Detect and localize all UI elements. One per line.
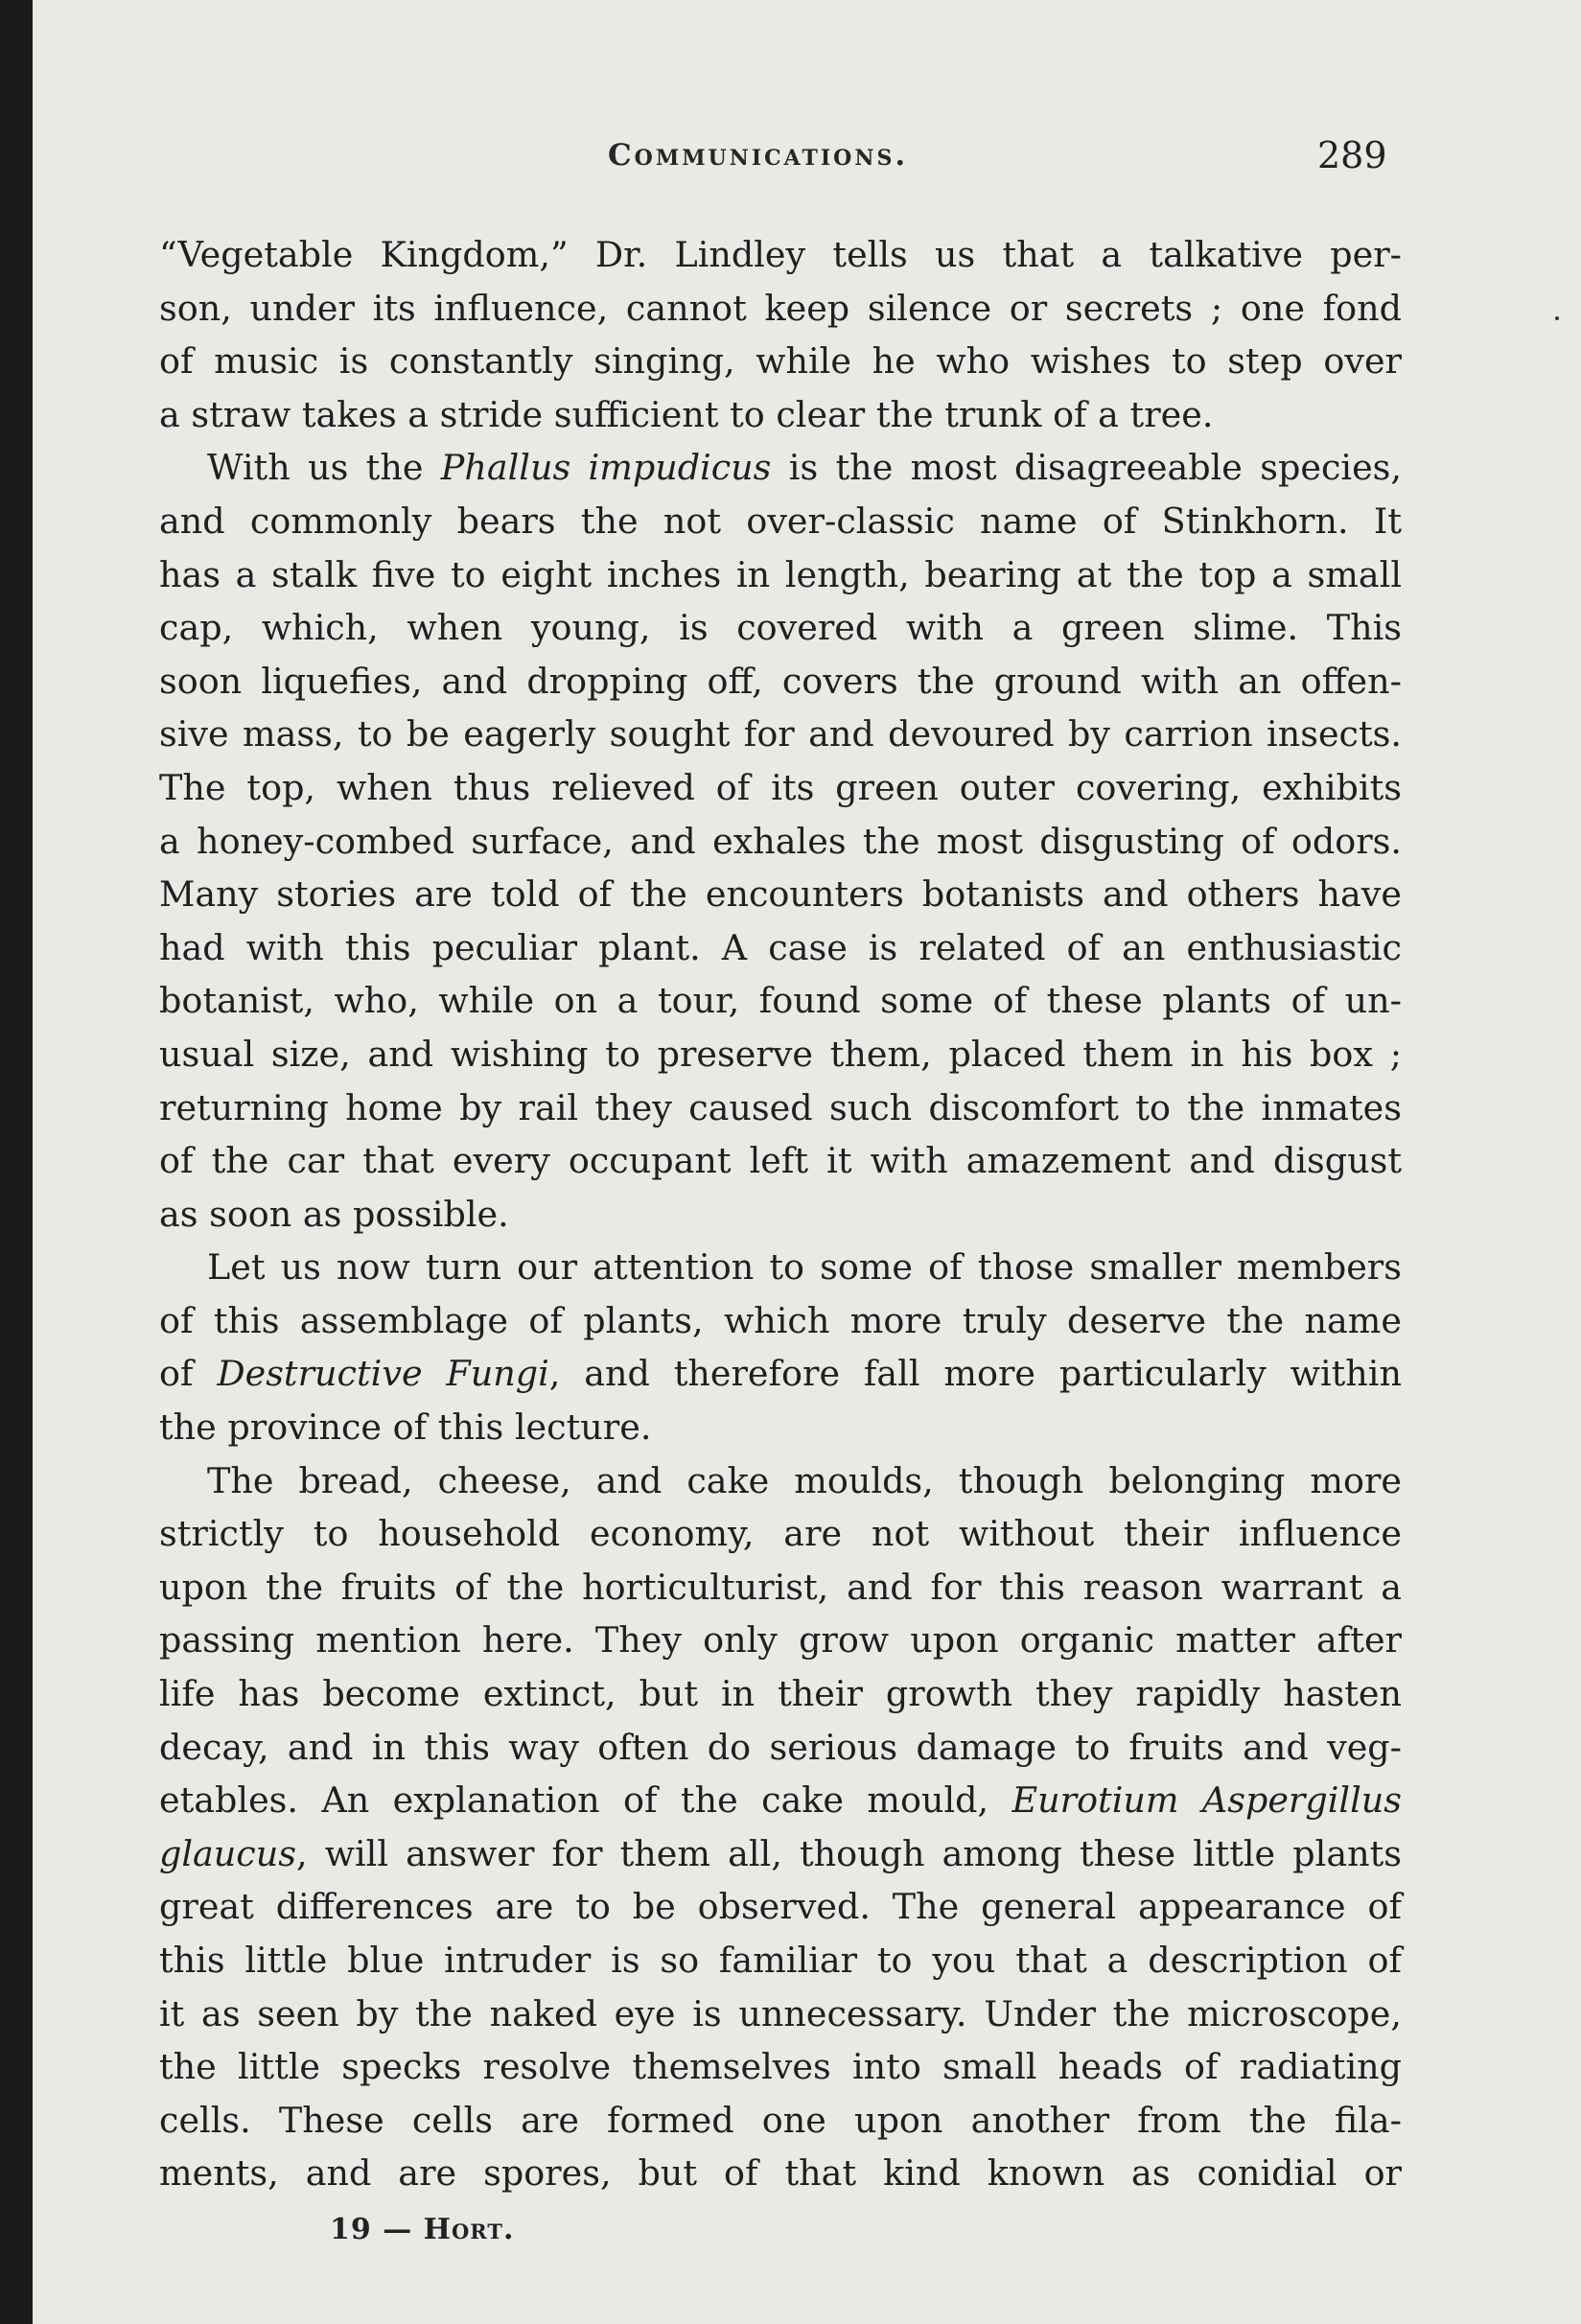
- text-line: usual size, and wishing to preserve them, placed them in his box ;: [159, 1033, 1402, 1075]
- text-line: had with this peculiar plant. A case is related of an enthusiastic: [159, 926, 1402, 968]
- text-line: The bread, cheese, and cake moulds, though belonging more: [207, 1459, 1402, 1501]
- text-line: Let us now turn our attention to some of those smaller members: [207, 1246, 1402, 1289]
- signature-mark: 19 — Hort.: [330, 2213, 515, 2246]
- text-line: life has become extinct, but in their growth they rapidly hasten: [159, 1673, 1402, 1715]
- text-line: etables. An explanation of the cake mould, Eurotium Aspergillus: [159, 1779, 1403, 1822]
- term-destructive-fungi: Destructive Fungi: [217, 1353, 549, 1395]
- paragraph-3: [159, 1241, 1402, 1453]
- text-line: “Vegetable Kingdom,” Dr. Lindley tells us that a talkative per-: [159, 234, 1402, 275]
- body-text: [159, 228, 1402, 2200]
- running-head: Communications.: [608, 138, 909, 173]
- text-line: of the car that every occupant left it with amazement and disgust: [159, 1140, 1402, 1182]
- text-line: returning home by rail they caused such discomfort to the inmates: [159, 1086, 1402, 1128]
- text-line: a straw takes a stride sufficient to clear the trunk of a tree.: [159, 393, 1214, 435]
- text-line: glaucus, will answer for them all, though among these little plants: [159, 1832, 1402, 1874]
- text-line: a honey-combed surface, and exhales the most disgusting of odors.: [159, 820, 1402, 862]
- text-line: Many stories are told of the encounters botanists and others have: [159, 873, 1402, 916]
- text-line: and commonly bears the not over-classic name of Stinkhorn. It: [159, 500, 1402, 542]
- text-line: has a stalk five to eight inches in length, bearing at the top a small: [159, 553, 1402, 595]
- species-name: Phallus impudicus: [440, 447, 772, 489]
- text-line: of this assemblage of plants, which more truly deserve the name: [159, 1299, 1402, 1341]
- paragraph-2: [159, 441, 1402, 1241]
- book-page: [33, 0, 1581, 2324]
- text-line: son, under its influence, cannot keep silence or secrets ; one fond: [159, 287, 1402, 329]
- text-line: botanist, who, while on a tour, found some of these plants of un-: [159, 980, 1402, 1022]
- page-header: [33, 134, 1581, 182]
- text-line: strictly to household economy, are not without their influence: [159, 1513, 1402, 1555]
- text-line: soon liquefies, and dropping off, covers the ground with an offen-: [159, 660, 1402, 702]
- species-name: Eurotium Aspergillus: [1011, 1779, 1403, 1822]
- text-line: cap, which, when young, is covered with a green slime. This: [159, 607, 1402, 649]
- print-speck: [1555, 316, 1559, 320]
- text-line: The top, when thus relieved of its green outer covering, exhibits: [159, 766, 1402, 808]
- text-line: decay, and in this way often do serious damage to fruits and veg-: [159, 1726, 1402, 1768]
- text-line: this little blue intruder is so familiar to you that a description of: [159, 1940, 1402, 1981]
- text-line: of Destructive Fungi, and therefore fall more particularly within: [159, 1353, 1402, 1395]
- page-number: 289: [1317, 134, 1387, 176]
- text-line: the little specks resolve themselves into small heads of radiating: [159, 2046, 1402, 2088]
- text-line: the province of this lecture.: [159, 1406, 652, 1449]
- paragraph-1: [159, 228, 1402, 441]
- text-line: sive mass, to be eagerly sought for and devoured by carrion insects.: [159, 713, 1402, 755]
- text-line: as soon as possible.: [159, 1193, 509, 1235]
- scan-edge: [0, 0, 33, 2324]
- text-line: passing mention here. They only grow upon organic matter after: [159, 1619, 1402, 1662]
- text-line: upon the fruits of the horticulturist, and for this reason warrant a: [159, 1566, 1402, 1608]
- species-name: glaucus: [159, 1832, 296, 1874]
- text-line: of music is constantly singing, while he who wishes to step over: [159, 340, 1402, 383]
- text-line: ments, and are spores, but of that kind known as conidial or: [159, 2152, 1402, 2195]
- paragraph-4: [159, 1454, 1402, 2200]
- text-line: With us the Phallus impudicus is the most disagreeable species,: [207, 447, 1402, 489]
- text-line: it as seen by the naked eye is unnecessary. Under the microscope,: [159, 1992, 1402, 2034]
- text-line: great differences are to be observed. The general appearance of: [159, 1886, 1402, 1928]
- text-line: cells. These cells are formed one upon another from the fila-: [159, 2099, 1402, 2141]
